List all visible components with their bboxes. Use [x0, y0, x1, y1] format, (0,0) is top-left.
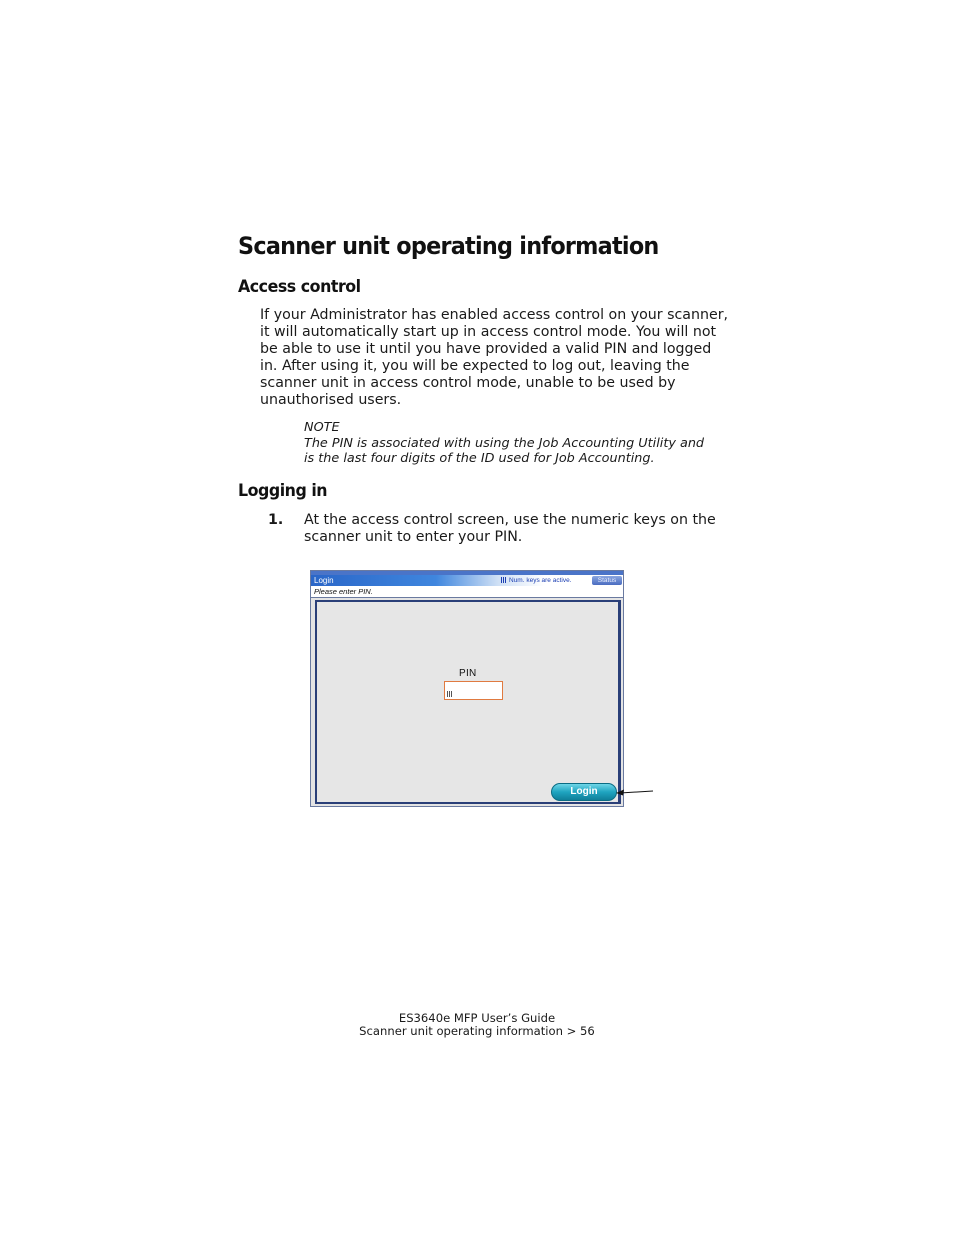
callout-arrow-icon: [614, 786, 654, 800]
num-keys-text: Num. keys are active.: [509, 577, 572, 584]
footer-page-reference: Scanner unit operating information > 56: [359, 1024, 595, 1038]
login-button[interactable]: Login: [551, 783, 617, 801]
footer: [0, 1012, 954, 1038]
step-line: At the access control screen, use the numeric keys on the: [304, 512, 716, 528]
pin-label: PIN: [459, 668, 477, 679]
step-number: 1.: [268, 512, 284, 528]
pin-input[interactable]: [444, 681, 503, 700]
page-title: Scanner unit operating information: [238, 232, 659, 260]
login-screen: [310, 570, 624, 807]
note-line: is the last four digits of the ID used for Job Accounting.: [304, 451, 655, 466]
step-line: scanner unit to enter your PIN.: [304, 529, 523, 545]
screen-title: Login: [314, 576, 334, 585]
access-control-paragraph: [260, 307, 728, 409]
message-bar: [311, 586, 623, 598]
status-button[interactable]: Status: [592, 576, 622, 585]
paragraph-line: it will automatically start up in access control mode. You will not: [260, 324, 717, 340]
num-keys-indicator: [501, 575, 572, 586]
footer-guide-title: ES3640e MFP User’s Guide: [398, 1011, 556, 1025]
note-label: NOTE: [304, 420, 340, 435]
paragraph-line: unauthorised users.: [260, 392, 402, 408]
paragraph-line: If your Administrator has enabled access control on your scanner,: [260, 307, 729, 323]
text-cursor-icon: [447, 691, 453, 697]
note-block: [304, 420, 704, 467]
section-heading-logging-in: Logging in: [238, 481, 328, 501]
paragraph-line: be able to use it until you have provided a valid PIN and logged: [260, 341, 712, 357]
note-line: The PIN is associated with using the Job Accounting Utility and: [304, 435, 705, 451]
title-bar: [311, 575, 623, 586]
login-panel: [315, 600, 621, 804]
keypad-icon: [501, 577, 507, 583]
paragraph-line: in. After using it, you will be expected to log out, leaving the: [260, 358, 690, 374]
step-text: [304, 512, 716, 546]
section-heading-access-control: Access control: [238, 277, 361, 297]
prompt-message: Please enter PIN.: [314, 587, 373, 596]
paragraph-line: scanner unit in access control mode, unable to be used by: [260, 375, 676, 391]
